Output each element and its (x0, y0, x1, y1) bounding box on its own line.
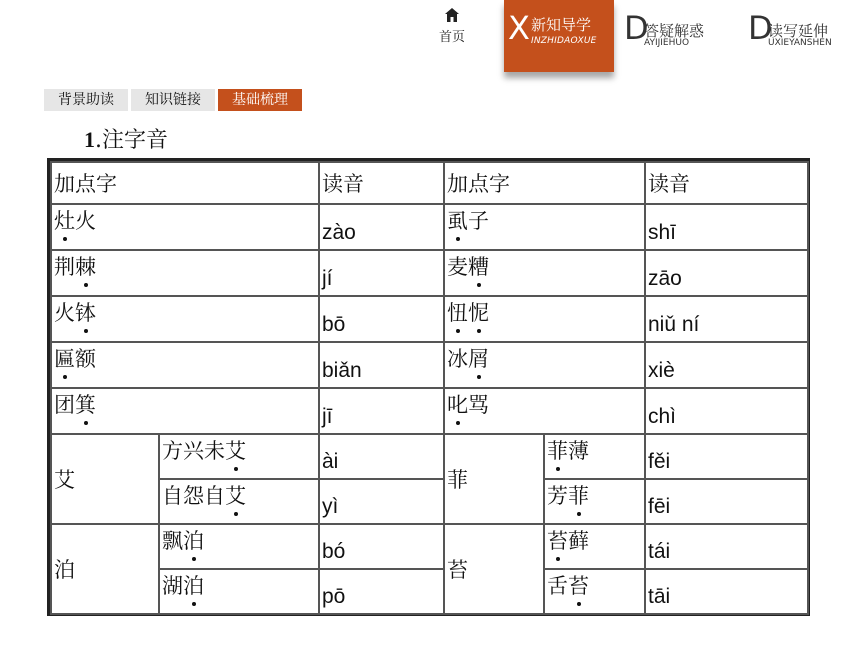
pinyin-cell: biǎn (319, 342, 444, 388)
dotted-char: 艾 (225, 435, 246, 465)
heading-number: 1 (84, 127, 95, 152)
dotted-char: 灶 (54, 205, 75, 235)
table-header-row (51, 162, 808, 204)
polyphone-cell: 菲 (444, 434, 544, 524)
word-cell (544, 479, 645, 524)
word-cell (51, 342, 319, 388)
word-cell (51, 296, 319, 342)
pinyin-cell: chì (645, 388, 808, 434)
subtab-knowledge-links[interactable]: 知识链接 (131, 89, 215, 111)
dotted-char: 棘 (75, 251, 96, 281)
plain-char: 方兴未 (162, 439, 225, 463)
plain-char: 冰 (447, 347, 468, 371)
word-cell (159, 479, 319, 524)
plain-char: 火 (75, 209, 96, 233)
home-icon (445, 8, 459, 22)
table-row (51, 342, 808, 388)
header-cell: 读音 (319, 162, 444, 204)
word-cell (444, 296, 645, 342)
heading-text: .注字音 (95, 128, 168, 153)
pronunciation-table (47, 158, 810, 616)
plain-char: 芳 (547, 484, 568, 508)
dotted-char: 箕 (75, 389, 96, 419)
tab-letter: X (508, 9, 530, 47)
tab-pinyin: UXIEYANSHEN (768, 38, 832, 48)
table-row (51, 569, 808, 614)
table-row (51, 250, 808, 296)
table-row (51, 524, 808, 569)
plain-char: 湖 (162, 574, 183, 598)
tab-duxieyanshen[interactable] (748, 0, 860, 72)
dotted-char: 泊 (183, 570, 204, 600)
word-cell (444, 250, 645, 296)
polyphone-cell: 苔 (444, 524, 544, 614)
polyphone-cell: 艾 (51, 434, 159, 524)
tab-pinyin: AYIJIEHUO (644, 38, 690, 48)
home-button[interactable] (432, 8, 472, 45)
plain-char: 自怨自 (162, 484, 225, 508)
section-heading (84, 123, 168, 154)
dotted-char: 匾 (54, 343, 75, 373)
tab-letter: D (748, 9, 773, 47)
word-cell (159, 434, 319, 479)
table-row (51, 434, 808, 479)
pinyin-cell: bō (319, 296, 444, 342)
word-cell (444, 388, 645, 434)
table-row (51, 388, 808, 434)
pinyin-cell: pō (319, 569, 444, 614)
dotted-char: 忸 (447, 297, 468, 327)
dotted-char: 泊 (183, 525, 204, 555)
word-cell (444, 342, 645, 388)
plain-char: 团 (54, 393, 75, 417)
tab-dayijiehuo[interactable] (624, 0, 724, 72)
pinyin-cell: zāo (645, 250, 808, 296)
tab-label: 读写延伸 (768, 22, 829, 40)
dotted-char: 艾 (225, 480, 246, 510)
pinyin-cell: yì (319, 479, 444, 524)
table-row (51, 204, 808, 250)
dotted-char: 屑 (468, 343, 489, 373)
plain-char: 麦 (447, 255, 468, 279)
dotted-char: 菲 (568, 480, 589, 510)
word-cell (544, 569, 645, 614)
dotted-char: 菲 (547, 435, 568, 465)
section-tabs (44, 89, 302, 111)
word-cell (544, 524, 645, 569)
word-cell (159, 524, 319, 569)
plain-char: 骂 (468, 393, 489, 417)
plain-char: 薄 (568, 439, 589, 463)
pinyin-cell: jí (319, 250, 444, 296)
tab-xinzhidaoxue[interactable] (504, 0, 614, 72)
dotted-char: 怩 (468, 297, 489, 327)
dotted-char: 苔 (547, 525, 568, 555)
header-cell: 加点字 (444, 162, 645, 204)
plain-char: 荆 (54, 255, 75, 279)
pinyin-cell: tái (645, 524, 808, 569)
table-row (51, 479, 808, 524)
dotted-char: 虱 (447, 205, 468, 235)
header-cell: 加点字 (51, 162, 319, 204)
pinyin-cell: shī (645, 204, 808, 250)
pinyin-cell: fěi (645, 434, 808, 479)
subtab-background[interactable]: 背景助读 (44, 89, 128, 111)
pinyin-cell: bó (319, 524, 444, 569)
header-cell: 读音 (645, 162, 808, 204)
plain-char: 火 (54, 301, 75, 325)
subtab-basics[interactable]: 基础梳理 (218, 89, 302, 111)
dotted-char: 叱 (447, 389, 468, 419)
top-navigation (0, 0, 860, 80)
polyphone-cell: 泊 (51, 524, 159, 614)
home-label: 首页 (438, 30, 465, 45)
dotted-char: 钵 (75, 297, 96, 327)
dotted-char: 苔 (568, 570, 589, 600)
word-cell (51, 204, 319, 250)
tab-label: 新知导学 (531, 16, 592, 34)
pinyin-cell: niǔ ní (645, 296, 808, 342)
pinyin-cell: xiè (645, 342, 808, 388)
word-cell (51, 250, 319, 296)
plain-char: 藓 (568, 529, 589, 553)
word-cell (51, 388, 319, 434)
table-row (51, 296, 808, 342)
dotted-char: 糟 (468, 251, 489, 281)
pinyin-cell: jī (319, 388, 444, 434)
plain-char: 子 (468, 209, 489, 233)
plain-char: 舌 (547, 574, 568, 598)
word-cell (444, 204, 645, 250)
tab-label: 答疑解惑 (644, 22, 705, 40)
tab-pinyin: INZHIDAOXUE (531, 36, 597, 46)
word-cell (159, 569, 319, 614)
pinyin-cell: tāi (645, 569, 808, 614)
pinyin-cell: fēi (645, 479, 808, 524)
pinyin-cell: ài (319, 434, 444, 479)
plain-char: 飘 (162, 529, 183, 553)
plain-char: 额 (75, 347, 96, 371)
word-cell (544, 434, 645, 479)
tab-letter: D (624, 9, 649, 47)
pinyin-cell: zào (319, 204, 444, 250)
